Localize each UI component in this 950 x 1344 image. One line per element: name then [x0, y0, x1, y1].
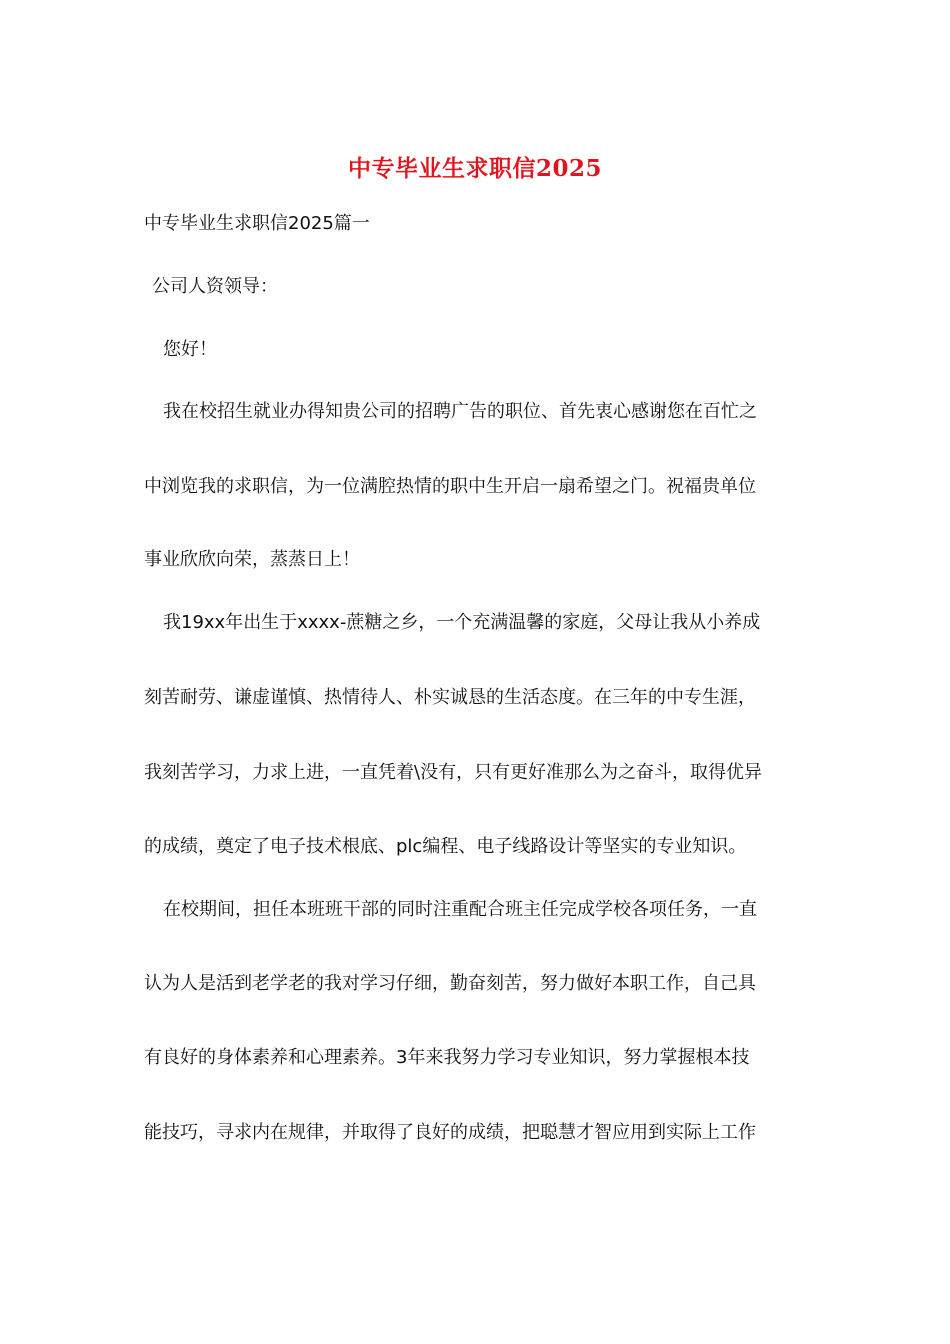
body-line: 在校期间，担任本班班干部的同时注重配合班主任完成学校各项任务，一直	[163, 899, 757, 920]
body-line: 能技巧，寻求内在规律，并取得了良好的成绩，把聪慧才智应用到实际上工作	[144, 1122, 756, 1143]
body-line: 中浏览我的求职信，为一位满腔热情的职中生开启一扇希望之门。祝福贵单位	[144, 476, 756, 497]
body-line: 的成绩，奠定了电子技术根底、plc编程、电子线路设计等坚实的专业知识。	[144, 836, 747, 857]
salutation: 公司人资领导：	[152, 276, 278, 297]
body-line: 认为人是活到老学老的我对学习仔细，勤奋刻苦，努力做好本职工作，自己具	[144, 973, 756, 994]
body-line: 我19xx年出生于xxxx-蔗糖之乡，一个充满温馨的家庭，父母让我从小养成	[163, 612, 761, 633]
greeting: 您好！	[163, 339, 217, 360]
section-heading: 中专毕业生求职信2025篇一	[144, 213, 370, 234]
body-line: 我在校招生就业办得知贵公司的招聘广告的职位、首先衷心感谢您在百忙之	[163, 401, 757, 422]
document-title: 中专毕业生求职信2025	[347, 155, 602, 182]
body-line: 刻苦耐劳、谦虚谨慎、热情待人、朴实诚恳的生活态度。在三年的中专生涯，	[144, 687, 756, 708]
body-line: 有良好的身体素养和心理素养。3年来我努力学习专业知识，努力掌握根本技	[144, 1047, 750, 1068]
body-line: 我刻苦学习，力求上进，一直凭着\没有，只有更好准那么为之奋斗，取得优异	[144, 762, 763, 783]
body-line: 事业欣欣向荣，蒸蒸日上！	[144, 549, 360, 570]
